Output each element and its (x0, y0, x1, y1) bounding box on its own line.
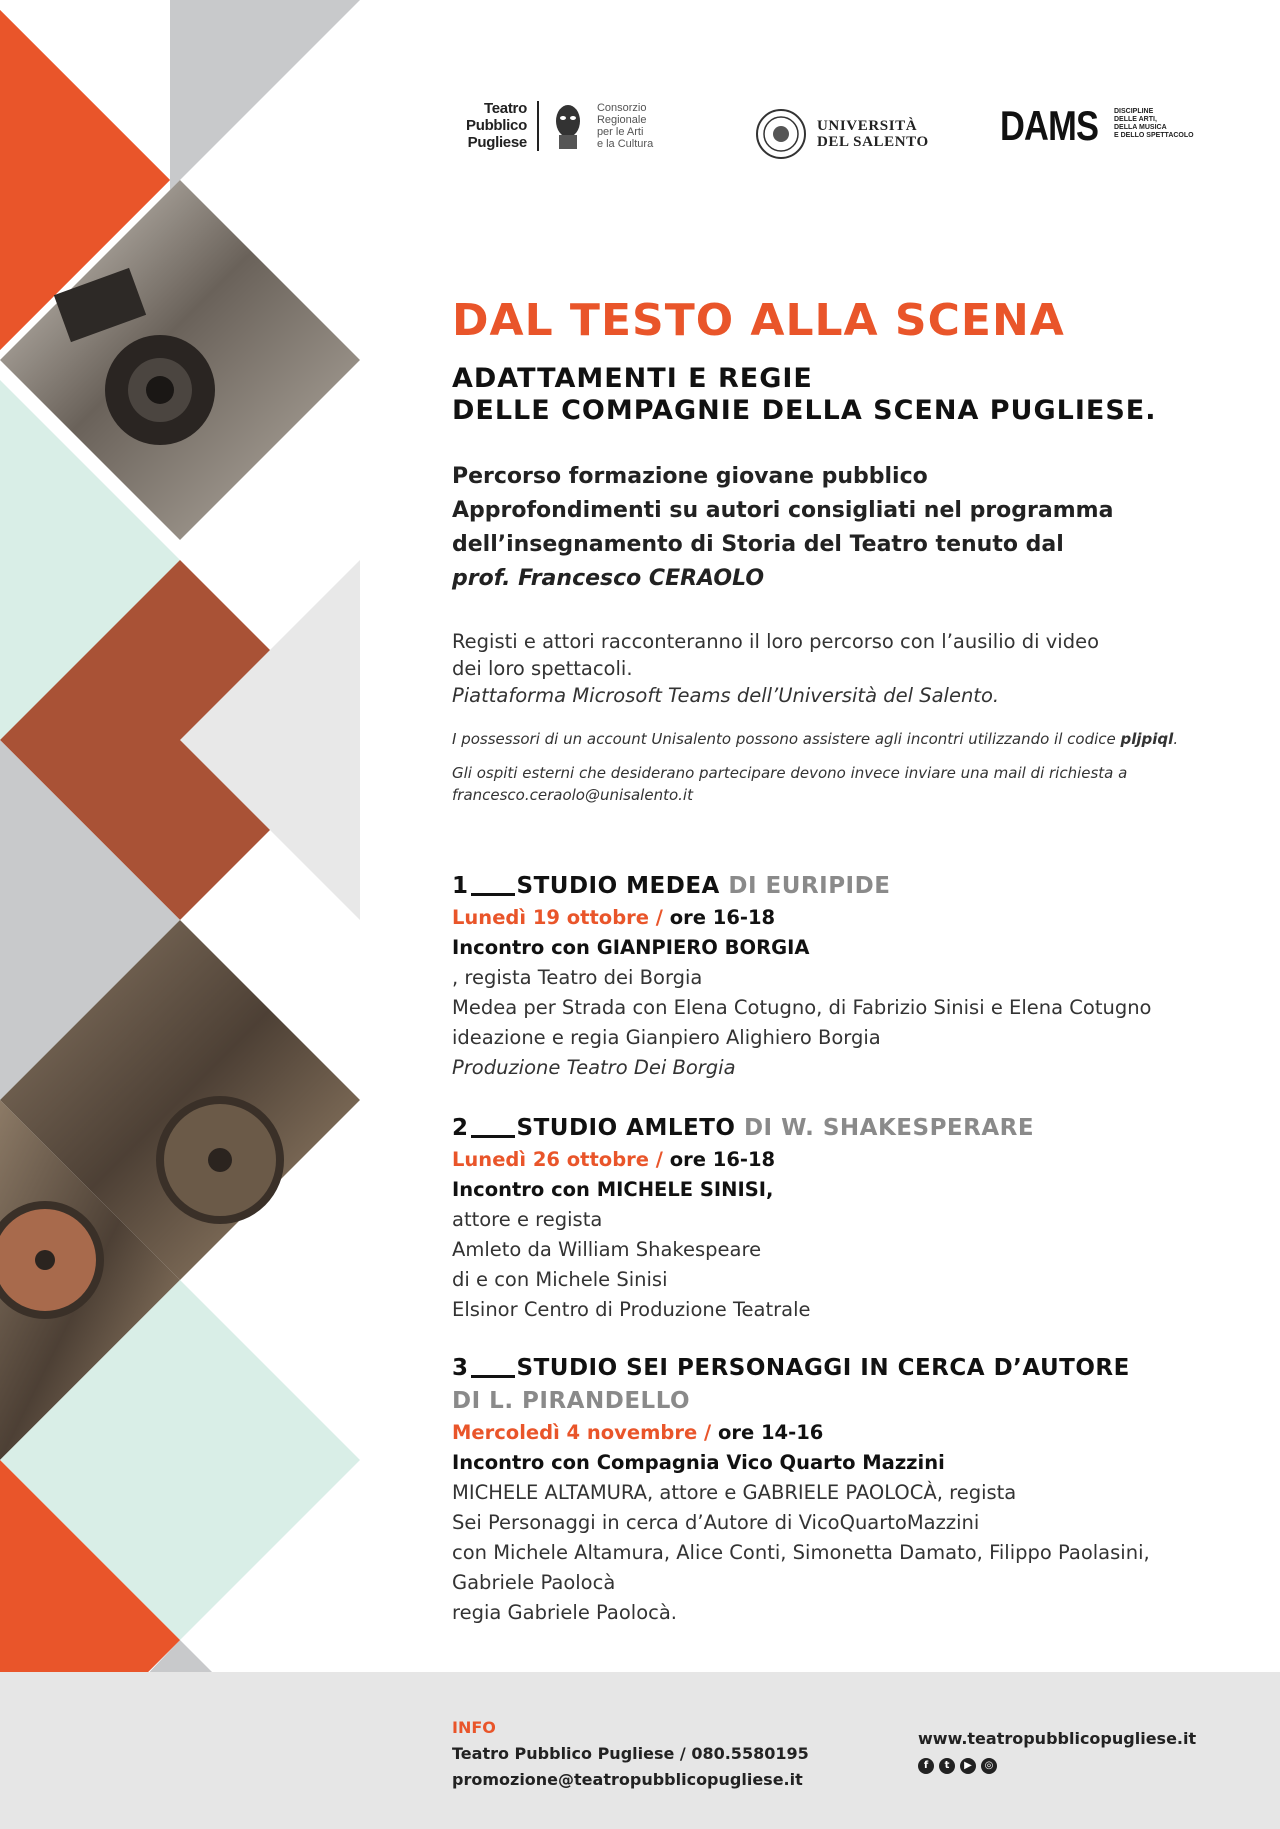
heading-rule (471, 1135, 515, 1138)
dams-logo (1000, 104, 1194, 148)
footer-info (452, 1715, 809, 1793)
theatre-mask-icon (549, 101, 587, 151)
access-code: pljpiql (1120, 730, 1174, 748)
twitter-icon[interactable]: t (939, 1758, 955, 1774)
event-1 (452, 870, 1232, 1083)
dams-subtitle: DISCIPLINE DELLE ARTI, DELLA MUSICA E DELLO SPETTACOLO (1114, 108, 1194, 139)
event-date: Lunedì 19 ottobre / ore 16-18 (452, 906, 776, 929)
universita-del-salento-logo (755, 108, 929, 160)
event-details: Incontro con GIANPIERO BORGIA , regista Teatro dei Borgia Medea per Strada con Elena Cotugno, di Fabrizio Sinisi e Elena Cotugno ideazione e regia Gianpiero Alighiero Borgia Produzione Teatro Dei Borgia (452, 936, 1152, 1079)
event-heading: 2 STUDIO AMLETO DI W. SHAKESPERARE (452, 1115, 1035, 1141)
professor-name: prof. Francesco CERAOLO (452, 566, 765, 591)
footer-email[interactable]: promozione@teatropubblicopugliese.it (452, 1770, 803, 1789)
university-seal-icon (755, 108, 807, 160)
event-details: Incontro con Compagnia Vico Quarto Mazzini MICHELE ALTAMURA, attore e GABRIELE PAOLOCÀ, regista Sei Personaggi in cerca d’Autore di VicoQuartoMazzini con Michele Altamura, Alice Conti, Simonetta Damato, Filippo Paolasini, Gabriele Paolocà regia Gabriele Paolocà. (452, 1451, 1150, 1624)
page-subtitle: ADATTAMENTI E REGIE DELLE COMPAGNIE DELLA SCENA PUGLIESE. (452, 363, 1157, 426)
info-label: INFO (452, 1718, 496, 1737)
footer-contact: Teatro Pubblico Pugliese / 080.5580195 (452, 1744, 809, 1763)
description-block: Registi e attori racconteranno il loro percorso con l’ausilio di video dei loro spettacoli. Piattaforma Microsoft Teams dell’Università del Salento. (452, 628, 1232, 709)
heading-rule (471, 1375, 515, 1378)
tpp-name: Teatro Pubblico Pugliese (466, 100, 527, 151)
access-notes (452, 728, 1232, 818)
facebook-icon[interactable]: f (918, 1758, 934, 1774)
event-date: Lunedì 26 ottobre / ore 16-18 (452, 1148, 776, 1171)
event-2 (452, 1112, 1232, 1325)
platform-text: Piattaforma Microsoft Teams dell’Università del Salento. (452, 684, 1000, 707)
youtube-icon[interactable]: ▶ (960, 1758, 976, 1774)
instagram-icon[interactable]: ◎ (981, 1758, 997, 1774)
decorative-diamond-pattern (0, 0, 360, 1829)
intro-block: Percorso formazione giovane pubblico Approfondimenti su autori consigliati nel programma dell’insegnamento di Storia del Teatro tenuto dal prof. Francesco CERAOLO (452, 460, 1232, 596)
guest-note: Gli ospiti esterni che desiderano partecipare devono invece inviare una mail di richiesta a francesco.ceraolo@unisalento.it (452, 762, 1232, 806)
page-title: DAL TESTO ALLA SCENA (452, 295, 1065, 346)
event-3 (452, 1352, 1232, 1628)
social-icons (918, 1758, 997, 1774)
event-heading: 1 STUDIO MEDEA DI EURIPIDE (452, 873, 891, 899)
website-link[interactable]: www.teatropubblicopugliese.it (918, 1729, 1197, 1748)
account-note: I possessori di un account Unisalento possono assistere agli incontri utilizzando il codice pljpiql. (452, 730, 1179, 748)
event-details: Incontro con MICHELE SINISI, attore e regista Amleto da William Shakespeare di e con Michele Sinisi Elsinor Centro di Produzione Teatrale (452, 1178, 811, 1321)
event-heading: 3 STUDIO SEI PERSONAGGI IN CERCA D’AUTORE DI L. PIRANDELLO (452, 1355, 1130, 1414)
contact-email[interactable]: francesco.ceraolo@unisalento.it (452, 786, 693, 804)
university-name: UNIVERSITÀ DEL SALENTO (817, 118, 929, 150)
event-date: Mercoledì 4 novembre / ore 14-16 (452, 1421, 824, 1444)
dams-wordmark: DAMS (1000, 102, 1099, 149)
grey-diamond-top (170, 0, 360, 190)
consorzio-label: Consorzio Regionale per le Arti e la Cultura (596, 101, 654, 150)
heading-rule (471, 893, 515, 896)
tpp-divider (537, 101, 539, 151)
teatro-pubblico-pugliese-logo (466, 100, 677, 151)
